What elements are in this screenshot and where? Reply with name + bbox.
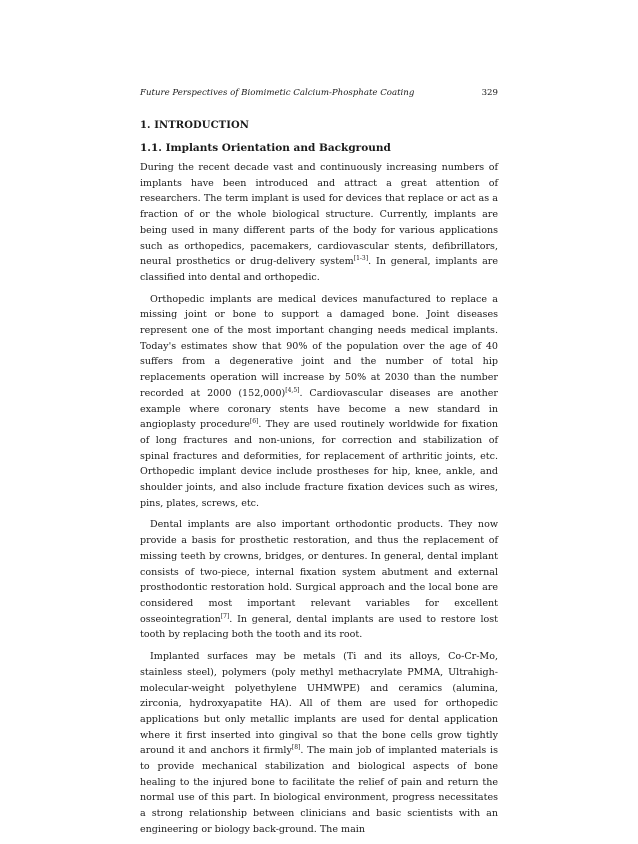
page-number: 329 — [481, 88, 498, 98]
paragraph-3 — [140, 517, 498, 643]
paragraph-4 — [140, 649, 498, 837]
paragraph-3-text-b: . In general, dental implants are used to restore lost tooth by replacing both the tooth and its root. — [140, 613, 498, 641]
citation-1-3: [1-3] — [353, 255, 369, 263]
section-heading: 1. INTRODUCTION — [140, 120, 250, 131]
paragraph-3-text-a: Dental implants are also important orthodontic products. They now provide a basis for prosthetic restoration, and thus the replacement of missing teeth by crowns, bridges, or dentures. In general, dental implant consists of two-piece, internal fixation system abutment and external prosthodontic restoration hold. Surgical approach and the local bone are considered most important relevant variables for excellent osseointegration — [140, 519, 498, 625]
page-content — [140, 88, 498, 844]
running-title: Future Perspectives of Biomimetic Calcium-Phosphate Coating — [140, 88, 415, 98]
paragraph-2-text-a: Orthopedic implants are medical devices manufactured to replace a missing joint or bone to support a damaged bone. Joint diseases represent one of the most important changing needs medical implants. Today's estimates show that 90% of the population over the age of 40 suffers from a degenerative joint and the number of total hip replacements operation will increase by 50% at 2030 than the number recorded at 2000 (152,000) — [140, 293, 498, 399]
paragraph-4-text-a: Implanted surfaces may be metals (Ti and its alloys, Co-Cr-Mo, stainless steel), polymers (poly methyl methacrylate PMMA, Ultrahigh-molecular-weight polyethylene UHMWPE) and ceramics (alumina, zirconia, hydroxyapatite HA). All of them are used for orthopedic applications but only metallic implants are used for dental application where it first inserted into gingival so that the bone cells grow tightly around it and anchors it firmly — [140, 651, 498, 757]
citation-7: [7] — [220, 612, 230, 620]
citation-6: [6] — [249, 418, 259, 426]
paragraph-2-text-c: . They are used routinely worldwide for fixation of long fractures and non-unions, for correction and stabilization of spinal fractures and deformities, for replacement of arthritic joints, etc. Orthopedic implant device include prostheses for hip, knee, ankle, and shoulder joints, and also include fracture fixation devices such as wires, pins, plates, screws, etc. — [140, 419, 498, 509]
paragraph-2 — [140, 292, 498, 512]
paragraph-1 — [140, 160, 498, 286]
paragraph-2-text-b: . Cardiovascular diseases are another example where coronary stents have become a new standard in angioplasty procedure — [140, 387, 498, 431]
paragraph-1-text-a: During the recent decade vast and continuously increasing numbers of implants have been introduced and attract a great attention of researchers. The term implant is used for devices that replace or act as a fraction of or the whole biological structure. Currently, implants are being used in many different parts of the body for various applications such as orthopedics, pacemakers, cardiovascular stents, defibrillators, neural prosthetics or drug-delivery system — [140, 162, 498, 268]
running-header — [140, 88, 498, 102]
paragraph-4-text-b: . The main job of implanted materials is to provide mechanical stabilization and biological aspects of bone healing to the injured bone to facilitate the relief of pain and return the normal use of this part. In biological environment, progress necessitates a strong relationship between clinicians and basic scientists with an engineering or biology back-ground. The main — [140, 745, 498, 835]
paragraph-1-text-b: . In general, implants are classified into dental and orthopedic. — [140, 256, 498, 283]
citation-4-5: [4,5] — [285, 386, 300, 394]
citation-8: [8] — [291, 744, 301, 752]
subsection-heading: 1.1. Implants Orientation and Background — [140, 142, 391, 154]
